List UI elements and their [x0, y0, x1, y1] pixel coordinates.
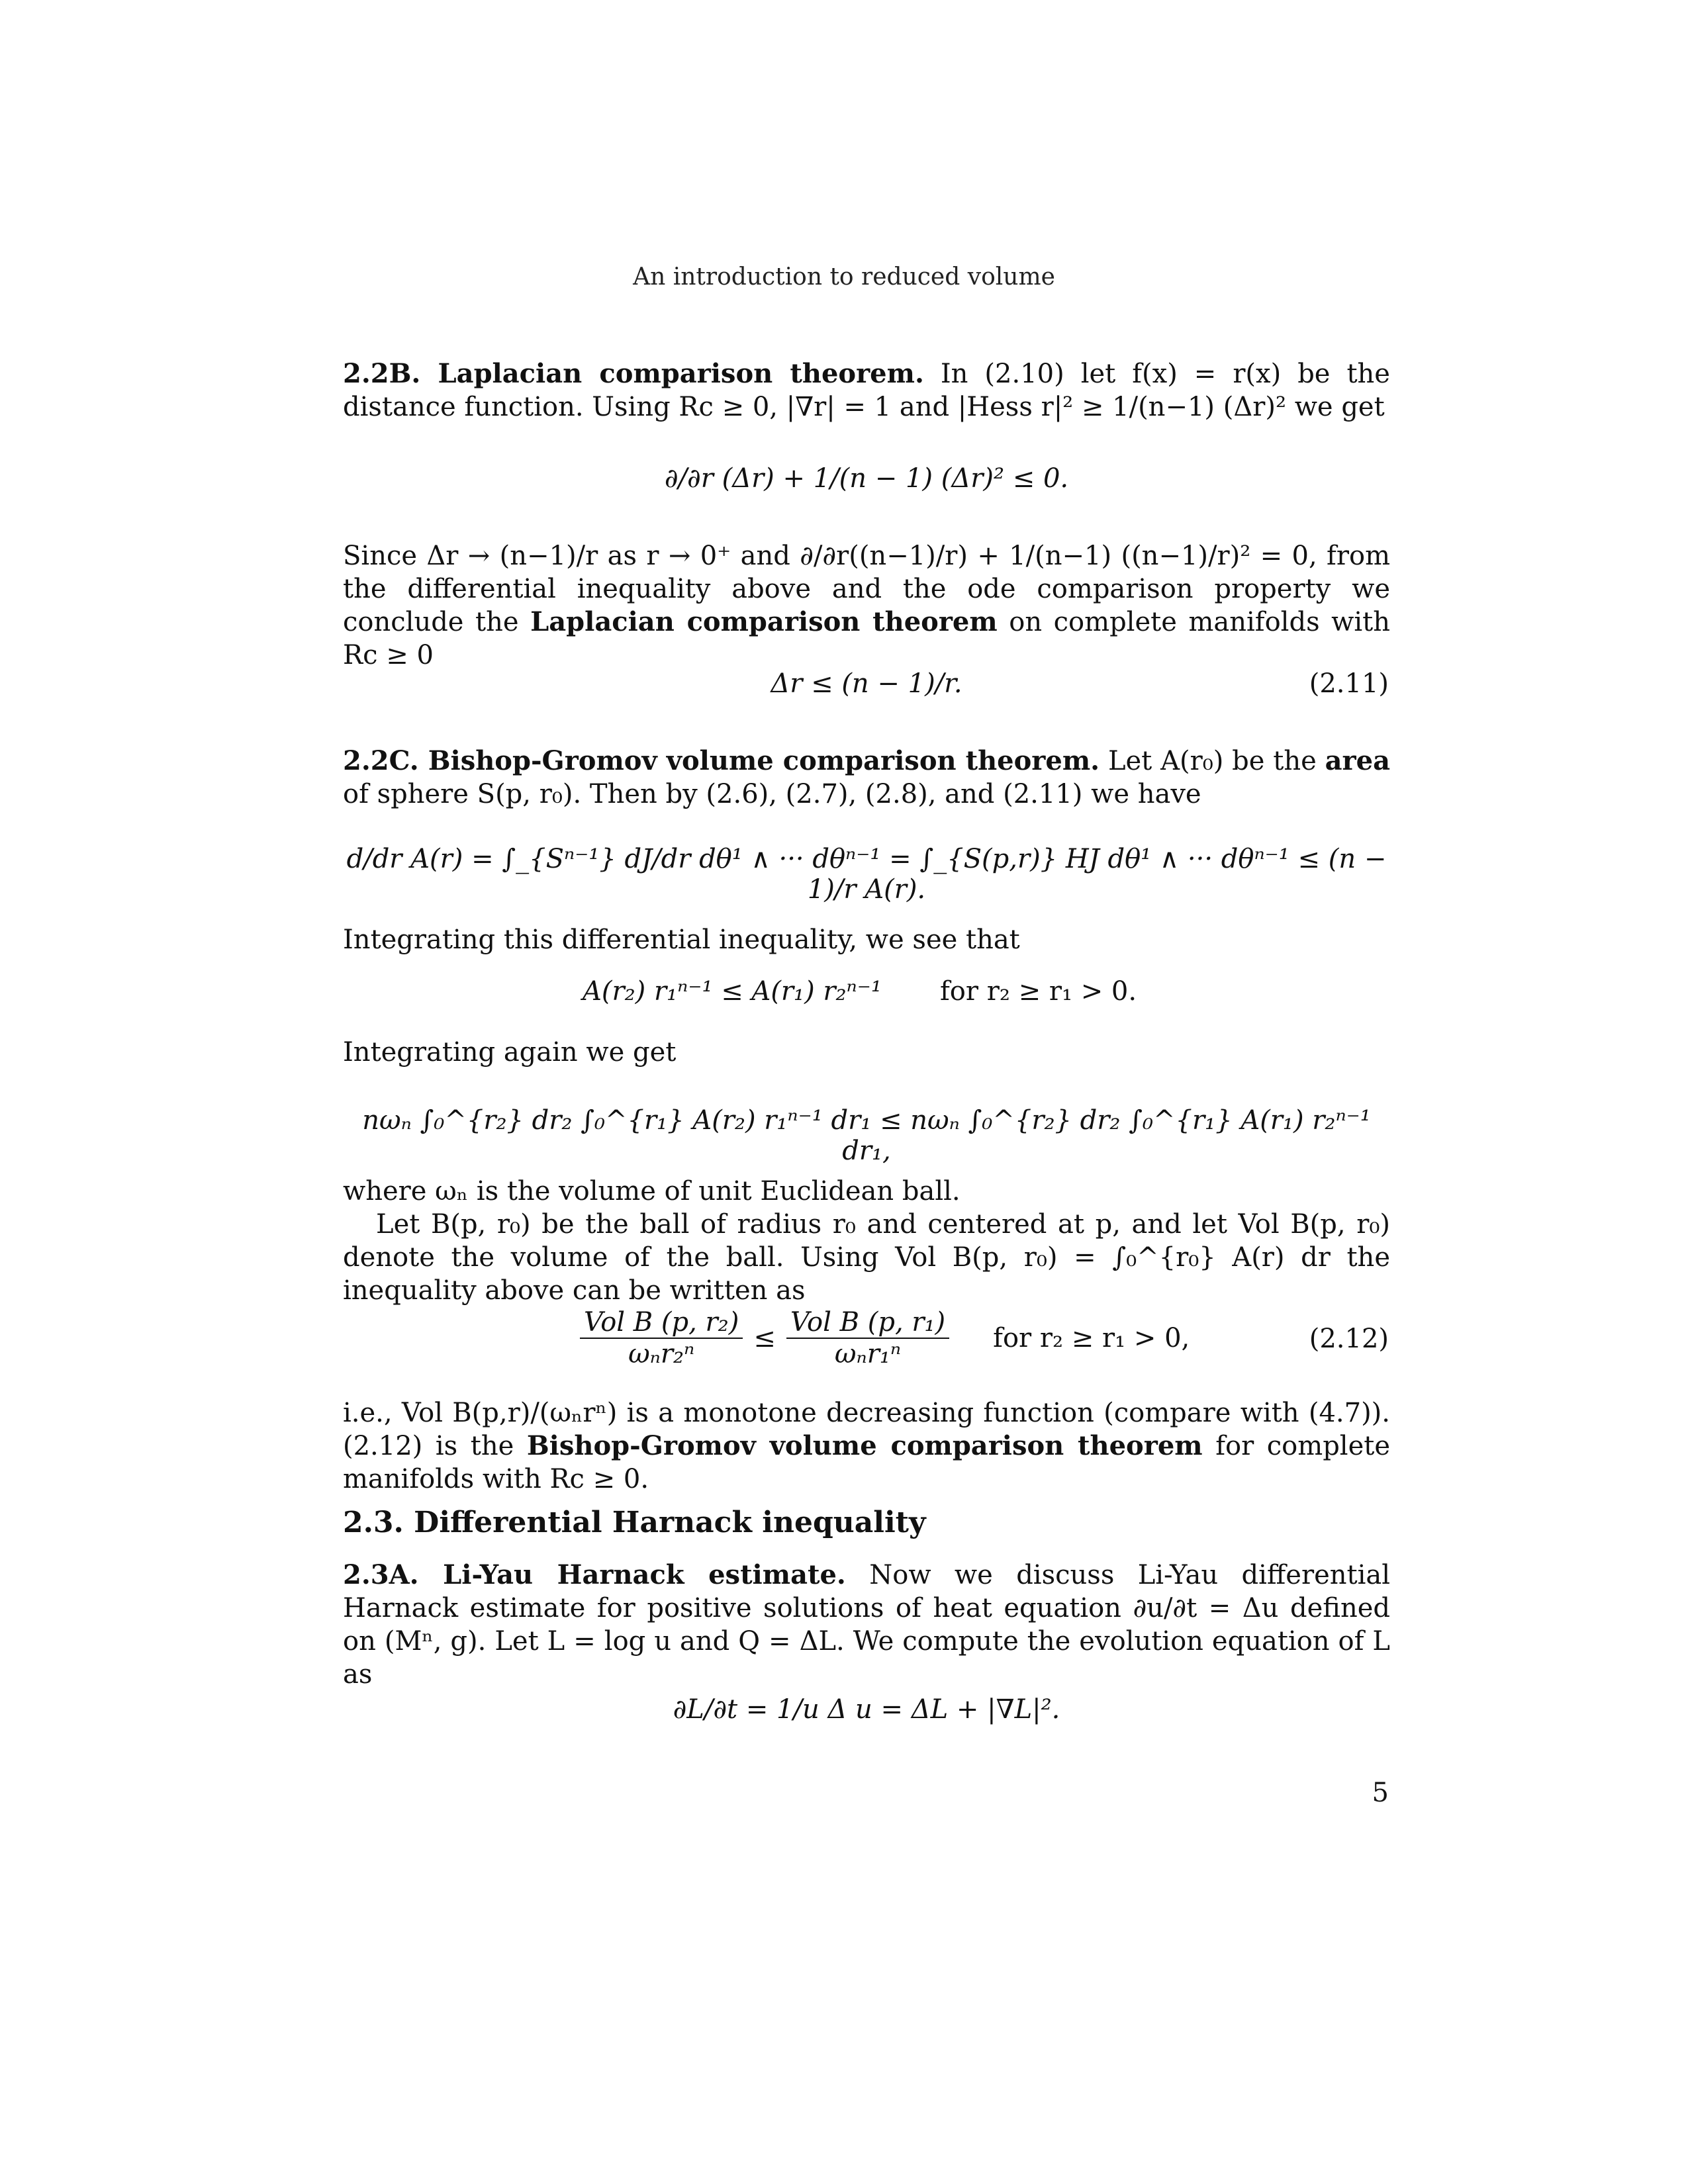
eq-2-12-rhs-denominator: ωₙr₁ⁿ	[834, 1339, 902, 1369]
area-term: area	[1325, 745, 1390, 776]
section-heading-2-3: 2.3. Differential Harnack inequality	[343, 1506, 926, 1539]
eq-2-12-lhs	[580, 1307, 743, 1369]
section-2-3a-text: Now we discuss Li-Yau differential Harnack estimate for positive solutions of heat equation ∂u/∂t = Δu defined on (Mⁿ, g). Let L = log u and Q = ΔL. We compute the evolution equation of L as	[343, 1560, 1391, 1690]
eq-2-12-condition: for r₂ ≥ r₁ > 0,	[993, 1323, 1190, 1353]
section-heading-2-2b: 2.2B. Laplacian comparison theorem.	[343, 358, 924, 389]
section-2-2c-intro	[343, 745, 1390, 811]
section-2-2c-intro-b: of sphere S(p, r₀). Then by (2.6), (2.7), (2.8), and (2.11) we have	[343, 779, 1201, 809]
bishop-gromov-term: Bishop-Gromov volume comparison theorem	[526, 1430, 1203, 1461]
equation-double-integral: nωₙ ∫₀^{r₂} dr₂ ∫₀^{r₁} A(r₂) r₁ⁿ⁻¹ dr₁ ≤ nωₙ ∫₀^{r₂} dr₂ ∫₀^{r₁} A(r₁) r₂ⁿ⁻¹ dr₁,	[362, 1105, 1371, 1166]
section-2-2c-intro-a: Let A(r₀) be the	[1107, 746, 1317, 776]
equation-2-11: Δr ≤ (n − 1)/r.	[771, 668, 962, 699]
let-paragraph: Let B(p, r₀) be the ball of radius r₀ and centered at p, and let Vol B(p, r₀) denote the volume of the ball. Using Vol B(p, r₀) = ∫₀^{r₀} A(r) dr the inequality above can be written as	[343, 1209, 1390, 1306]
subsection-heading-2-3a: 2.3A. Li-Yau Harnack estimate.	[343, 1559, 846, 1590]
section-2-2c-body	[343, 1175, 1390, 1307]
equation-evolution-L: ∂L/∂t = 1/u Δ u = ΔL + |∇L|².	[673, 1694, 1060, 1725]
equation-area-inequality: A(r₂) r₁ⁿ⁻¹ ≤ A(r₁) r₂ⁿ⁻¹	[583, 976, 882, 1007]
eq-2-12-lhs-denominator: ωₙr₂ⁿ	[628, 1339, 695, 1369]
equation-2-12	[576, 1307, 1190, 1369]
since-tail: on complete manifolds with Rc ≥ 0	[343, 607, 1391, 670]
equation-area-derivative: d/dr A(r) = ∫_{Sⁿ⁻¹} dJ/dr dθ¹ ∧ ··· dθⁿ⁻¹ = ∫_{S(p,r)} HJ dθ¹ ∧ ··· dθⁿ⁻¹ ≤ (n − 1)/r A(r).	[346, 844, 1387, 905]
equation-laplacian-inequality: ∂/∂r (Δr) + 1/(n − 1) (Δr)² ≤ 0.	[664, 463, 1069, 494]
leq-sign: ≤	[753, 1323, 776, 1353]
eq-2-12-rhs-numerator: Vol B (p, r₁)	[786, 1307, 949, 1339]
section-2-3a	[343, 1559, 1390, 1691]
eq-2-12-lhs-numerator: Vol B (p, r₂)	[580, 1307, 743, 1339]
integrating-text-1	[343, 923, 1390, 956]
ie-tail: for complete manifolds with Rc ≥ 0.	[343, 1431, 1391, 1494]
laplacian-comparison-term: Laplacian comparison theorem	[530, 606, 998, 637]
ie-paragraph	[343, 1396, 1390, 1496]
ie-text: i.e., Vol B(p,r)/(ωₙrⁿ) is a monotone decreasing function (compare with (4.7)). (2.12) is the	[343, 1398, 1390, 1461]
section-heading-2-2c: 2.2C. Bishop-Gromov volume comparison theorem.	[343, 745, 1100, 776]
section-2-2b-intro-text: In (2.10) let f(x) = r(x) be the distance function. Using Rc ≥ 0, |∇r| = 1 and |Hess r|² ≥ 1/(n−1) (Δr)² we get	[343, 359, 1390, 422]
page-number: 5	[1372, 1778, 1389, 1808]
equation-area-condition: for r₂ ≥ r₁ > 0.	[940, 976, 1137, 1007]
section-2-2b-intro	[343, 357, 1390, 424]
running-header: An introduction to reduced volume	[633, 263, 1055, 291]
where-sentence: where ωₙ is the volume of unit Euclidean ball.	[343, 1176, 961, 1206]
integrating-text-2	[343, 1036, 1390, 1069]
integrating-sentence-1: Integrating this differential inequality, we see that	[343, 925, 1020, 955]
eq-2-12-rhs	[786, 1307, 949, 1369]
since-text: Since Δr → (n−1)/r as r → 0⁺ and ∂/∂r((n−1)/r) + 1/(n−1) ((n−1)/r)² = 0, from the differential inequality above and the ode comparison property we conclude the	[343, 541, 1390, 637]
equation-label-2-12: (2.12)	[1309, 1324, 1389, 1354]
equation-label-2-11: (2.11)	[1309, 668, 1389, 699]
section-2-2b-since	[343, 539, 1390, 672]
integrating-sentence-2: Integrating again we get	[343, 1037, 677, 1068]
